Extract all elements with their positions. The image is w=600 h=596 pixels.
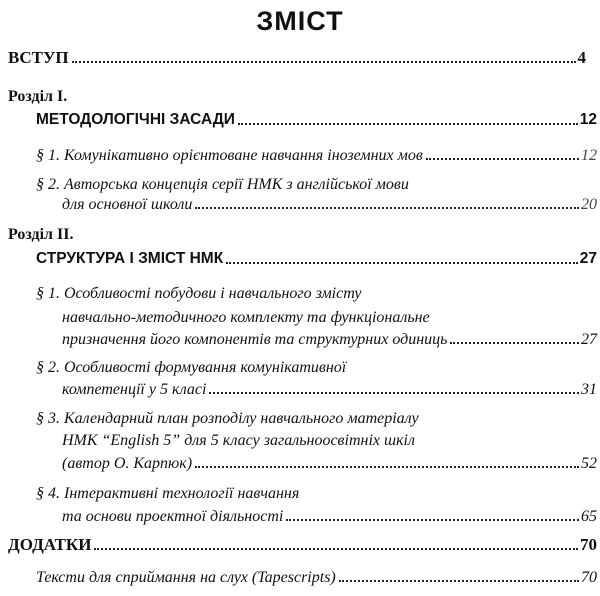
entry-label: призначення його компонентів та структурних одиниць bbox=[62, 331, 448, 348]
entry-label-line: § 4. Інтерактивні технології навчання bbox=[36, 485, 300, 502]
dot-leader bbox=[195, 466, 579, 468]
toc-entry-section-2[interactable] bbox=[36, 250, 597, 268]
entry-label-line: НМК “English 5” для 5 класу загальноосвітніх шкіл bbox=[62, 432, 415, 449]
page-title: ЗМІСТ bbox=[256, 6, 344, 36]
toc-entry-intro[interactable] bbox=[8, 48, 586, 68]
dot-leader bbox=[94, 548, 578, 550]
entry-page-number: 70 bbox=[580, 535, 597, 554]
toc-entry[interactable] bbox=[36, 147, 597, 165]
entry-page-number: 65 bbox=[581, 508, 597, 525]
entry-label-line: § 1. Особливості побудови і навчального змісту bbox=[36, 285, 362, 302]
entry-page-number: 12 bbox=[581, 147, 597, 164]
dot-leader bbox=[195, 207, 579, 209]
entry-page-number: 52 bbox=[581, 455, 597, 472]
entry-page-number: 20 bbox=[581, 196, 597, 213]
section-heading: Розділ II. bbox=[8, 226, 74, 243]
entry-label-line: § 3. Календарний план розподілу навчального матеріалу bbox=[36, 410, 419, 427]
dot-leader bbox=[426, 158, 579, 160]
entry-page-number: 4 bbox=[577, 48, 586, 67]
dot-leader bbox=[72, 61, 576, 63]
toc-entry[interactable] bbox=[62, 331, 597, 349]
toc-entry-appendix[interactable] bbox=[8, 535, 597, 555]
entry-label-line: § 2. Авторська концепція серії НМК з англійської мови bbox=[36, 176, 409, 193]
entry-page-number: 31 bbox=[581, 381, 597, 398]
dot-leader bbox=[286, 519, 579, 521]
section-heading: Розділ I. bbox=[8, 88, 68, 105]
entry-label: § 1. Комунікативно орієнтоване навчання іноземних мов bbox=[36, 147, 423, 164]
entry-label: Тексти для сприймання на слух (Tapescripts) bbox=[36, 569, 336, 586]
entry-label: ВСТУП bbox=[8, 48, 69, 67]
dot-leader bbox=[226, 262, 578, 264]
entry-label: ДОДАТКИ bbox=[8, 535, 92, 554]
toc-entry[interactable] bbox=[36, 569, 597, 587]
entry-label: та основи проектної діяльності bbox=[62, 508, 284, 525]
dot-leader bbox=[238, 123, 578, 125]
entry-page-number: 27 bbox=[579, 250, 597, 267]
toc-entry[interactable] bbox=[62, 455, 597, 473]
dot-leader bbox=[450, 342, 579, 344]
entry-page-number: 12 bbox=[579, 111, 597, 128]
entry-page-number: 70 bbox=[581, 569, 597, 586]
entry-label: компетенції у 5 класі bbox=[62, 381, 207, 398]
entry-page-number: 27 bbox=[581, 331, 597, 348]
entry-label: для основної школи bbox=[62, 196, 193, 213]
toc-entry-section-1[interactable] bbox=[36, 111, 597, 129]
toc-entry[interactable] bbox=[62, 508, 597, 526]
entry-label: (автор О. Карпюк) bbox=[62, 455, 193, 472]
dot-leader bbox=[339, 580, 579, 582]
entry-label-line: § 2. Особливості формування комунікативної bbox=[36, 359, 347, 376]
section-title: МЕТОДОЛОГІЧНІ ЗАСАДИ bbox=[36, 111, 235, 128]
toc-entry[interactable] bbox=[62, 381, 597, 399]
toc-entry[interactable] bbox=[62, 196, 597, 214]
section-title: СТРУКТУРА І ЗМІСТ НМК bbox=[36, 250, 224, 267]
dot-leader bbox=[209, 392, 579, 394]
entry-label-line: навчально-методичного комплекту та функціональне bbox=[62, 309, 430, 326]
